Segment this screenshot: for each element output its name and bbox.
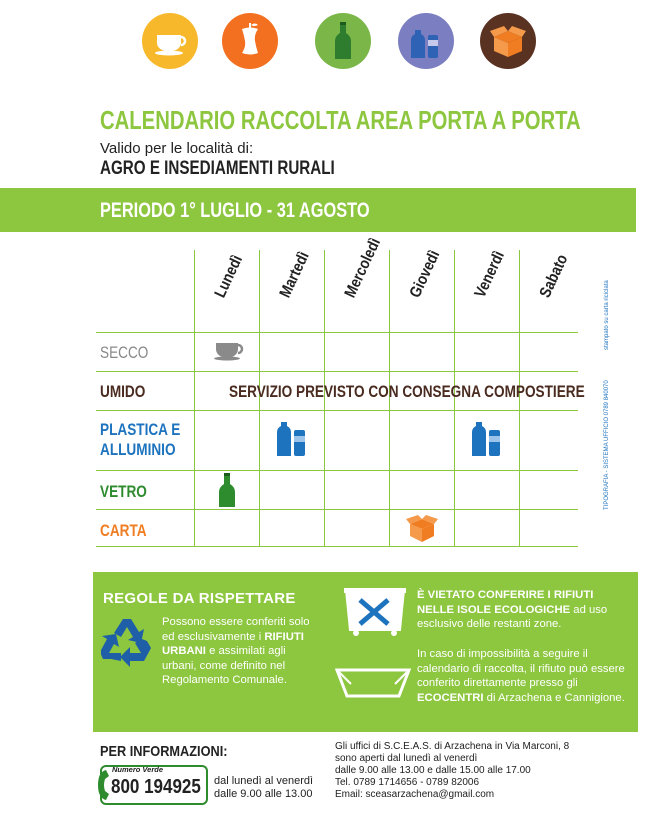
row-label-vetro: VETRO [100, 482, 147, 501]
umido-service-text: SERVIZIO PREVISTO CON CONSEGNA COMPOSTIERE [229, 382, 585, 401]
secco-circle [142, 13, 198, 69]
glass-bottle-icon [218, 472, 236, 508]
plastic-bottle-can-icon [398, 13, 454, 69]
plastic-bottle-can-icon [471, 420, 503, 458]
skip-container-icon [335, 666, 411, 700]
ecological-island-bin-icon [342, 586, 408, 636]
plastic-bottle-can-icon [276, 420, 308, 458]
phone-hours: dal lunedì al venerdì dalle 9.00 alle 13.00 [214, 775, 314, 800]
phone-handset-icon [96, 768, 112, 802]
vetro-circle [315, 13, 371, 69]
row-label-umido: UMIDO [100, 382, 146, 401]
valid-for-text: Valido per le località di: [100, 140, 254, 157]
recycle-icon [101, 615, 155, 667]
office-info: Gli uffici di S.C.E.A.S. di Arzachena in Via Marconi, 8 sono aperti dal lunedì al venerdì dalle 9.00 alle 13.00 e dalle 15.00 alle 17.00 Tel. 0789 1714656 - 0789 82006 Email: sceasarzachena@gmail.com [335, 741, 570, 800]
cardboard-box-icon [405, 514, 439, 544]
carta-circle [480, 13, 536, 69]
rules-body: Possono essere conferiti solo ed esclusivamente i RIFIUTI URBANI e assimilati agli urbani, come definito nel Regolamento Comunale. [162, 616, 310, 687]
coffee-cup-icon [212, 341, 246, 361]
day-header-giovedi: Giovedì [406, 247, 444, 301]
day-header-mercoledi: Mercoledì [341, 235, 385, 301]
row-label-plastica: PLASTICA E ALLUMINIO [100, 420, 181, 459]
umido-circle [222, 13, 278, 69]
period-text: PERIODO 1° LUGLIO - 31 AGOSTO [100, 199, 370, 222]
plastica-circle [398, 13, 454, 69]
coffee-cup-icon [142, 13, 198, 69]
numero-verde-label: Numero Verde [112, 765, 163, 774]
phone-number: 800 194925 [111, 776, 201, 798]
page-title: CALENDARIO RACCOLTA AREA PORTA A PORTA [100, 105, 581, 135]
row-label-carta: CARTA [100, 521, 147, 540]
rules-title: REGOLE DA RISPETTARE [103, 590, 296, 607]
day-header-martedi: Martedì [276, 249, 313, 301]
side-vertical-text: stampato su carta riciclata TIPOGRAFIA - SISTEMA UFFICIO 0789 840070 [604, 280, 610, 510]
day-header-lunedi: Lunedì [211, 252, 247, 301]
apple-core-icon [222, 13, 278, 69]
glass-bottle-icon [315, 13, 371, 69]
row-label-secco: SECCO [100, 343, 149, 362]
day-header-venerdi: Venerdì [471, 248, 509, 301]
ban-text: È VIETATO CONFERIRE I RIFIUTI NELLE ISOLE ECOLOGICHE ad uso esclusivo delle restanti zone. [417, 589, 608, 631]
day-header-sabato: Sabato [536, 252, 572, 301]
locality-title: AGRO E INSEDIAMENTI RURALI [100, 158, 335, 179]
impossible-text: In caso di impossibilità a seguire il calendario di raccolta, il rifiuto può essere conferito direttamente presso gli ECOCENTRI di Arzachena e Cannigione. [417, 648, 625, 704]
cardboard-box-icon [480, 13, 536, 69]
info-title: PER INFORMAZIONI: [100, 743, 228, 760]
